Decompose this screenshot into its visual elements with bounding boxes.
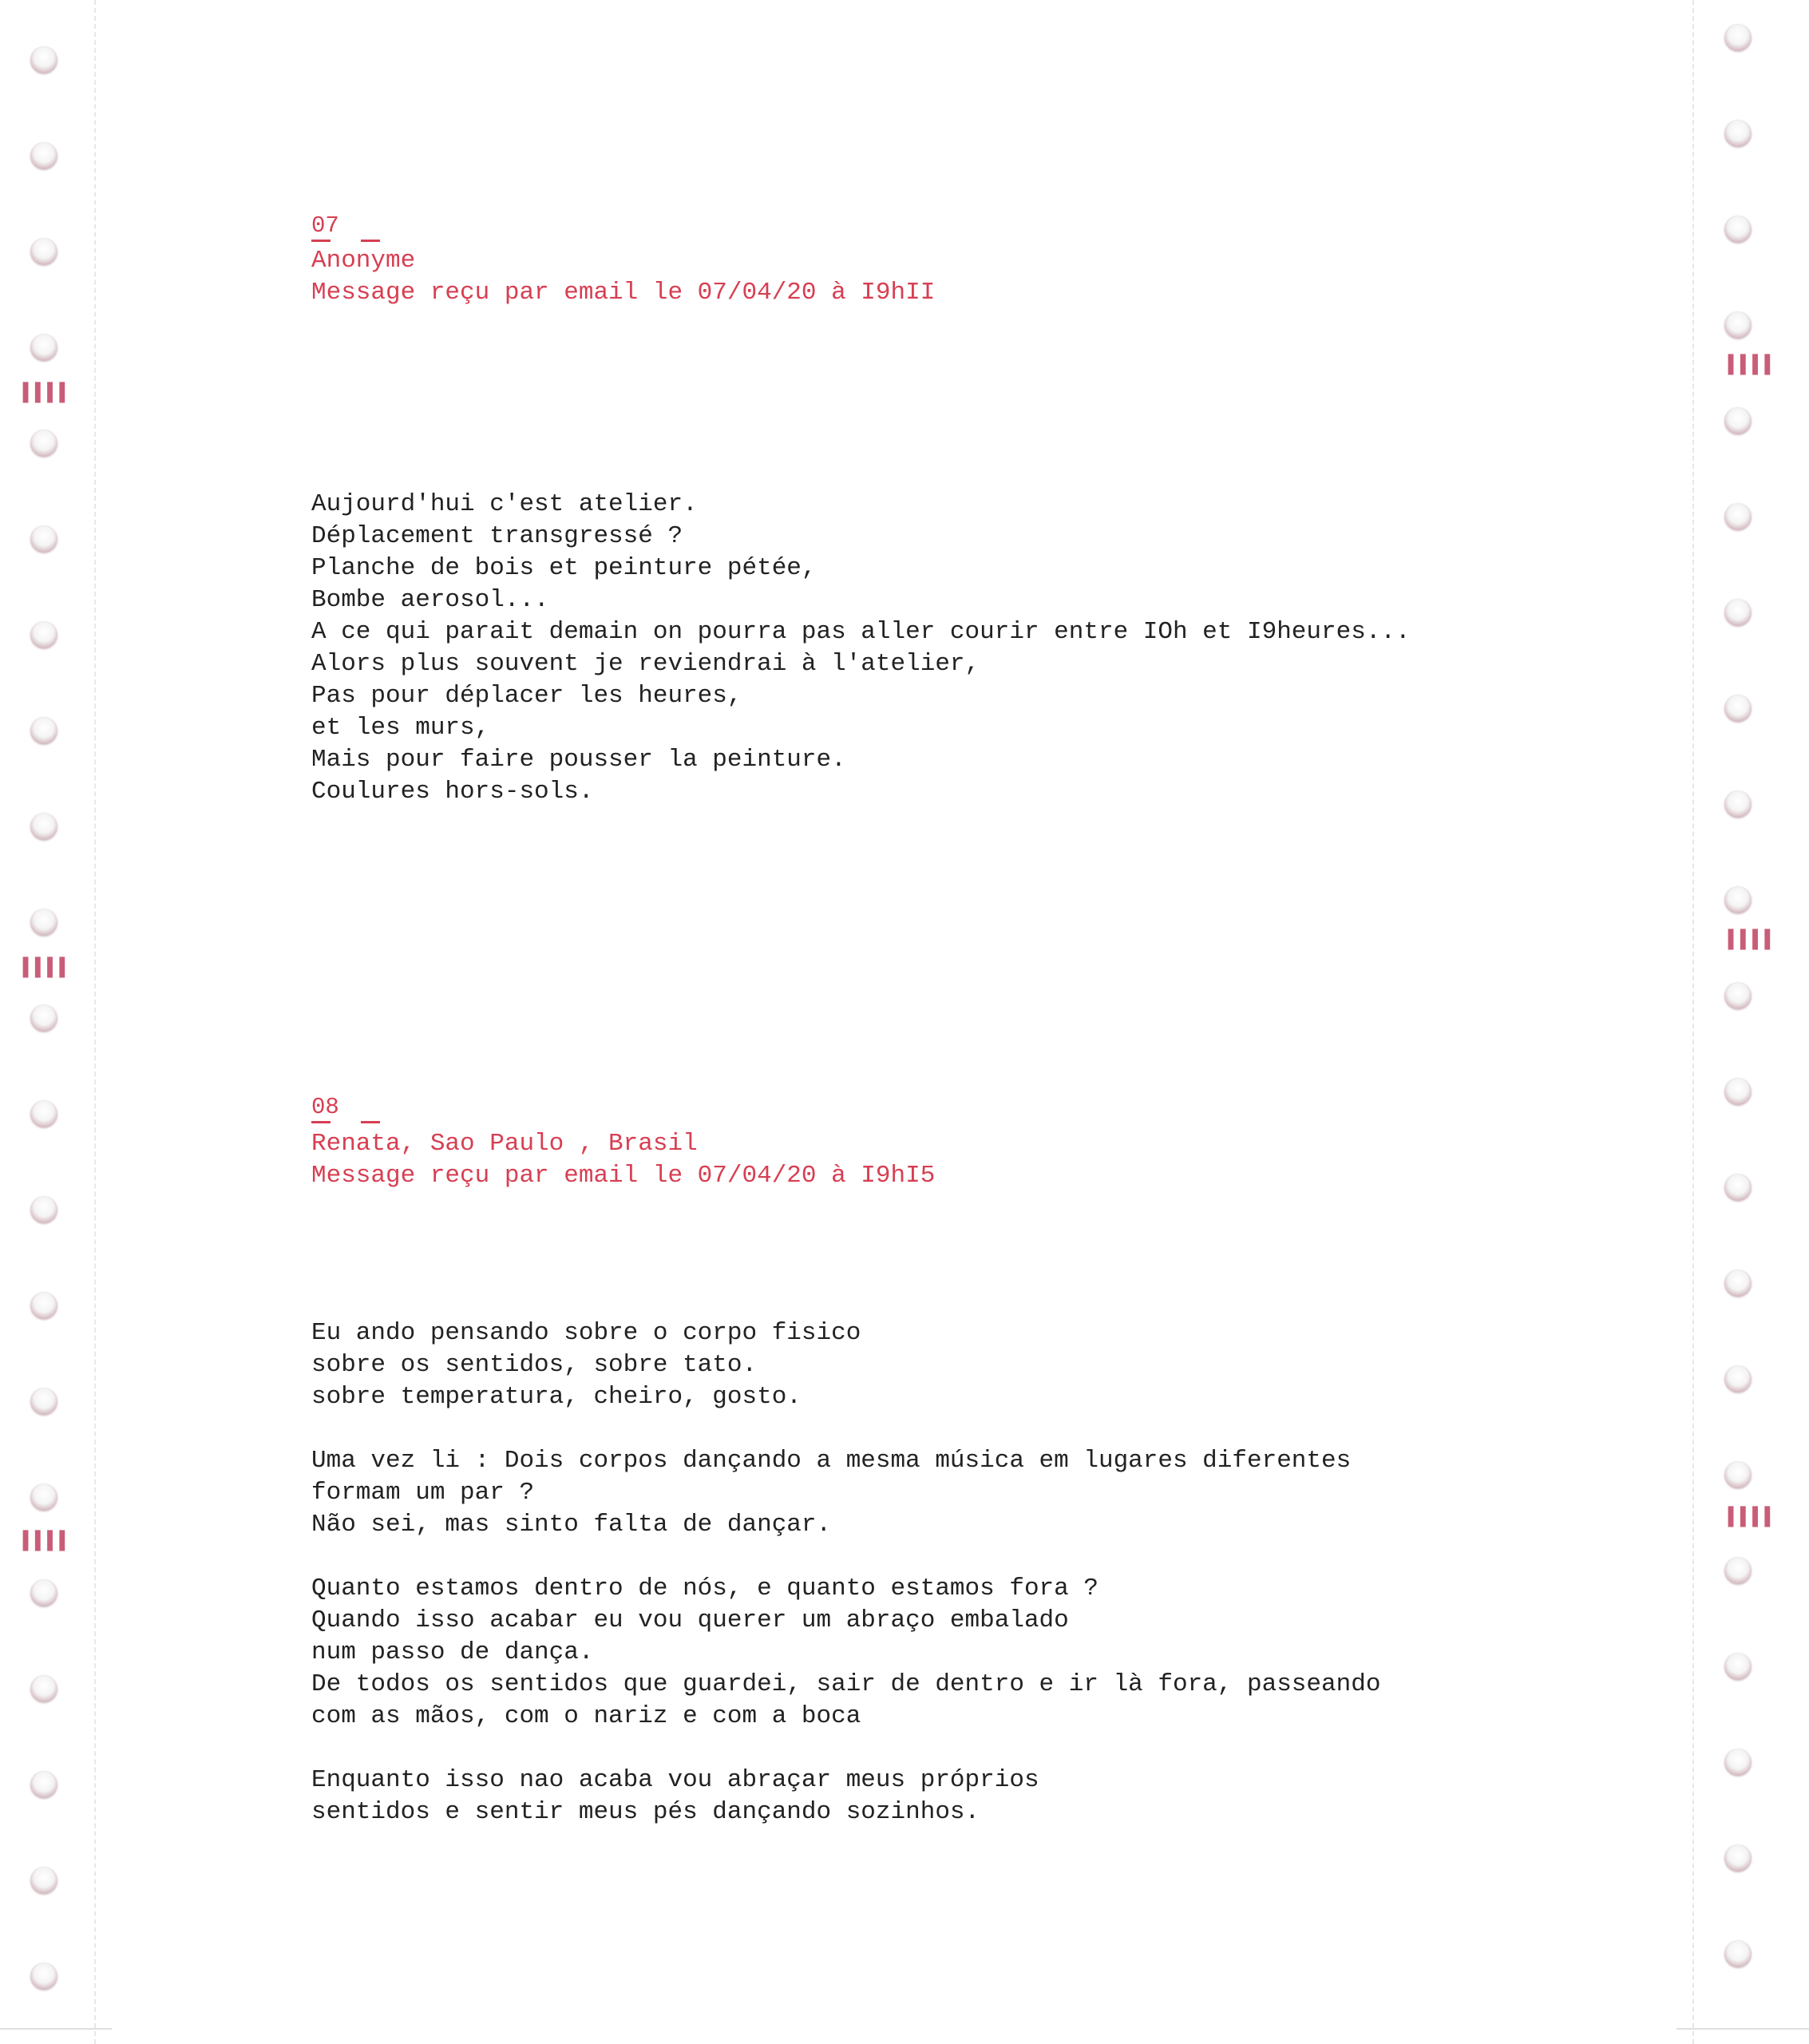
sprocket-hole <box>30 1004 57 1032</box>
body-line: Uma vez li : Dois corpos dançando a mesma música em lugares diferentes <box>311 1447 1352 1475</box>
body-line: Não sei, mas sinto falta de dançar. <box>311 1511 832 1539</box>
body-line: Mais pour faire pousser la peinture. <box>311 746 846 774</box>
sprocket-hole <box>30 1675 57 1702</box>
sprocket-hole <box>1724 407 1752 434</box>
body-line <box>311 1413 1380 1445</box>
sprocket-hole <box>1724 886 1752 913</box>
sprocket-hole <box>30 1196 57 1223</box>
sprocket-hole <box>30 621 57 648</box>
body-line: num passo de dança. <box>311 1638 594 1666</box>
sprocket-hole <box>30 238 57 265</box>
body-line: com as mãos, com o nariz e com a boca <box>311 1702 861 1730</box>
sprocket-hole <box>1724 1749 1752 1776</box>
sprocket-hole <box>1724 24 1752 51</box>
body-line: Planche de bois et peinture pétée, <box>311 554 817 582</box>
sprocket-hole <box>30 1771 57 1798</box>
sprocket-hole <box>30 1963 57 1990</box>
body-line: sobre temperatura, cheiro, gosto. <box>311 1383 802 1411</box>
body-line: Alors plus souvent je reviendrai à l'atelier, <box>311 650 980 678</box>
sprocket-hole <box>1724 1270 1752 1297</box>
body-line: Enquanto isso nao acaba vou abraçar meus próprios <box>311 1766 1039 1794</box>
sprocket-hole <box>30 430 57 457</box>
body-line: Coulures hors-sols. <box>311 778 594 806</box>
body-line: A ce qui parait demain on pourra pas aller courir entre IOh et I9heures... <box>311 618 1411 646</box>
sprocket-hole <box>1724 1078 1752 1105</box>
entry-number: 08 <box>311 1094 339 1120</box>
left-perforation <box>94 0 96 2044</box>
entry-author: Renata, Sao Paulo , Brasil <box>311 1130 698 1158</box>
right-perforation <box>1692 0 1694 2044</box>
sprocket-hole <box>1724 1365 1752 1392</box>
sprocket-hole <box>1724 311 1752 339</box>
sprocket-hole <box>30 717 57 744</box>
sprocket-hole <box>1724 1653 1752 1680</box>
body-line: sobre os sentidos, sobre tato. <box>311 1351 758 1379</box>
sprocket-hole <box>30 525 57 553</box>
sprocket-hole <box>30 1388 57 1415</box>
body-line: Eu ando pensando sobre o corpo fisico <box>311 1319 861 1347</box>
perforation-notch: ▐▐▐▐ <box>18 958 66 978</box>
sprocket-hole <box>1724 790 1752 818</box>
perforation-notch: ▐▐▐▐ <box>18 1531 66 1551</box>
body-line: Quanto estamos dentro de nós, e quanto estamos fora ? <box>311 1575 1098 1602</box>
sprocket-hole <box>30 1292 57 1319</box>
sprocket-hole <box>30 334 57 361</box>
entry-body <box>311 1317 1380 1828</box>
perforation-notch: ▐▐▐▐ <box>1723 930 1771 950</box>
entry-number-underline <box>311 240 380 242</box>
perforation-notch: ▐▐▐▐ <box>18 383 66 403</box>
entry-number: 07 <box>311 212 339 239</box>
sprocket-hole <box>30 813 57 840</box>
sprocket-hole <box>30 1483 57 1511</box>
sprocket-hole <box>1724 695 1752 722</box>
bottom-tear-right <box>1676 2028 1809 2030</box>
body-line: Quando isso acabar eu vou querer um abraço embalado <box>311 1606 1069 1634</box>
entry-number-underline <box>311 1121 380 1123</box>
body-line: Pas pour déplacer les heures, <box>311 682 742 710</box>
sprocket-hole <box>1724 1940 1752 1967</box>
entry-body <box>311 489 1411 808</box>
body-line: De todos os sentidos que guardei, sair de dentro e ir là fora, passeando <box>311 1670 1381 1698</box>
sprocket-hole <box>1724 1461 1752 1488</box>
perforation-notch: ▐▐▐▐ <box>1723 355 1771 375</box>
body-line <box>311 1733 1380 1765</box>
sprocket-hole <box>30 46 57 73</box>
sprocket-hole <box>1724 503 1752 530</box>
sprocket-hole <box>30 142 57 169</box>
body-line <box>311 1541 1380 1573</box>
bottom-tear-left <box>0 2028 112 2030</box>
sprocket-hole <box>1724 1174 1752 1201</box>
sprocket-hole <box>30 1579 57 1606</box>
entry-author: Anonyme <box>311 247 416 275</box>
body-line: formam um par ? <box>311 1479 535 1507</box>
entry-received-line: Message reçu par email le 07/04/20 à I9hII <box>311 279 936 307</box>
sprocket-hole <box>30 1100 57 1127</box>
body-line: et les murs, <box>311 714 490 742</box>
perforation-notch: ▐▐▐▐ <box>1723 1507 1771 1527</box>
left-tractor-strip <box>0 0 96 2044</box>
sprocket-hole <box>1724 1557 1752 1584</box>
sprocket-hole <box>1724 1844 1752 1872</box>
sprocket-hole <box>30 909 57 936</box>
body-line: Déplacement transgressé ? <box>311 522 683 550</box>
sprocket-hole <box>1724 120 1752 147</box>
sprocket-hole <box>1724 216 1752 243</box>
right-tractor-strip <box>1692 0 1788 2044</box>
sprocket-hole <box>1724 982 1752 1009</box>
body-line: Aujourd'hui c'est atelier. <box>311 490 698 518</box>
body-line: sentidos e sentir meus pés dançando sozinhos. <box>311 1798 980 1826</box>
body-line: Bombe aerosol... <box>311 586 549 614</box>
entry-received-line: Message reçu par email le 07/04/20 à I9hI5 <box>311 1162 936 1190</box>
sprocket-hole <box>1724 599 1752 626</box>
sprocket-hole <box>30 1867 57 1894</box>
